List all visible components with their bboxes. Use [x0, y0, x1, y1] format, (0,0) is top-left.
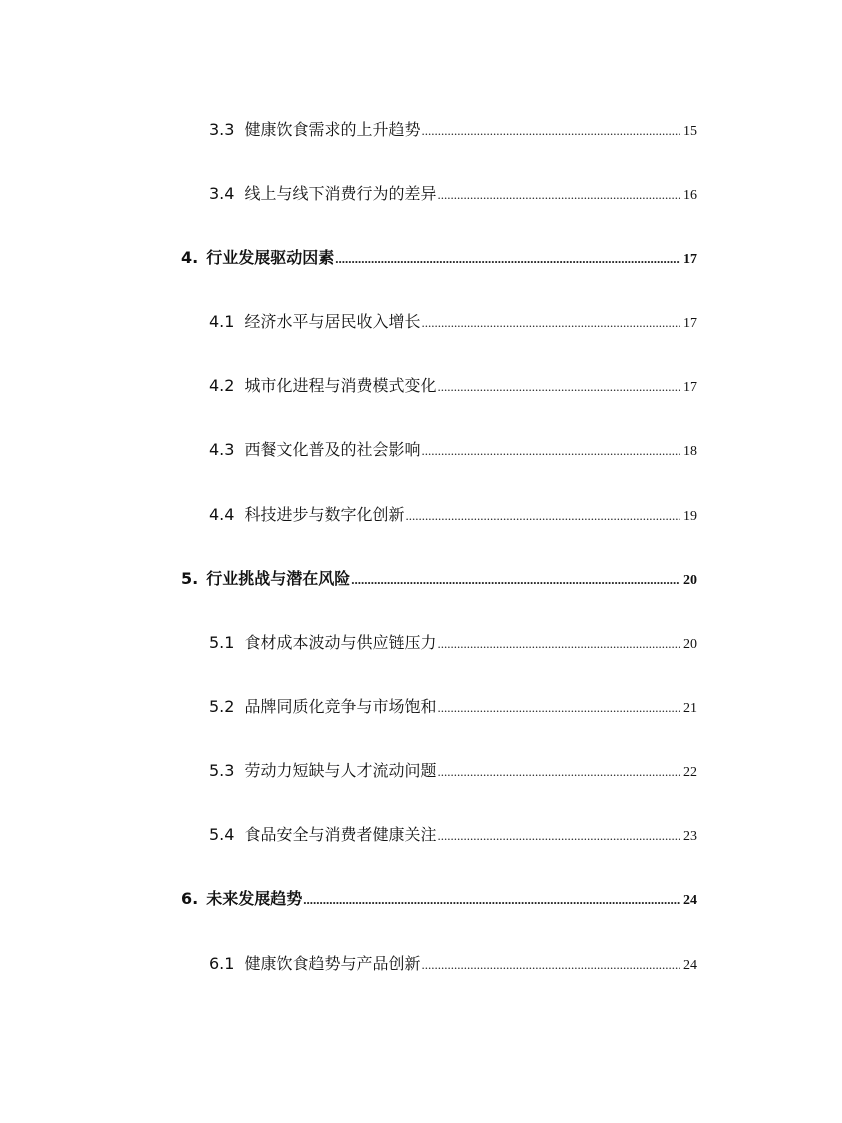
toc-dot-leader [405, 504, 680, 528]
toc-entry-page: 20 [683, 573, 697, 588]
toc-entry-3-4[interactable] [209, 182, 697, 206]
toc-entry-number: 4.4 [209, 505, 235, 524]
toc-entry-number: 6. [181, 889, 199, 908]
toc-entry-page: 19 [683, 509, 697, 524]
toc-entry-title: 劳动力短缺与人才流动问题 [244, 761, 437, 780]
toc-entry-page: 22 [683, 765, 697, 780]
toc-entry-title: 城市化进程与消费模式变化 [244, 376, 437, 395]
toc-entry-page: 21 [683, 701, 697, 716]
toc-entry-title: 食品安全与消费者健康关注 [244, 825, 437, 844]
toc-dot-leader [351, 568, 680, 592]
toc-entry-page: 17 [683, 252, 697, 267]
toc-entry-number: 6.1 [209, 954, 235, 973]
toc-entry-title: 品牌同质化竞争与市场饱和 [244, 697, 437, 716]
toc-entry-number: 3.3 [209, 120, 235, 139]
toc-dot-leader [421, 953, 680, 977]
toc-dot-leader [335, 247, 680, 271]
toc-entry-page: 17 [683, 380, 697, 395]
toc-entry-4-3[interactable] [209, 438, 697, 462]
toc-entry-number: 4.3 [209, 440, 235, 459]
toc-dot-leader [421, 439, 680, 463]
toc-entry-number: 4. [181, 248, 199, 267]
toc-entry-page: 23 [683, 829, 697, 844]
toc-dot-leader [437, 632, 680, 656]
toc-entry-title: 线上与线下消费行为的差异 [244, 184, 437, 203]
toc-entry-5-2[interactable] [209, 695, 697, 719]
toc-entry-title: 行业发展驱动因素 [206, 248, 335, 267]
toc-entry-page: 16 [683, 188, 697, 203]
toc-entry-number: 5.3 [209, 761, 235, 780]
toc-entry-title: 行业挑战与潜在风险 [206, 569, 351, 588]
toc-dot-leader [437, 760, 680, 784]
toc-entry-4-2[interactable] [209, 374, 697, 398]
toc-entry-number: 5. [181, 569, 199, 588]
toc-entry-page: 20 [683, 637, 697, 652]
toc-entry-6-1[interactable] [209, 952, 697, 976]
toc-dot-leader [437, 375, 680, 399]
toc-dot-leader [437, 824, 680, 848]
toc-entry-number: 3.4 [209, 184, 235, 203]
toc-entry-4[interactable] [181, 246, 697, 270]
toc-dot-leader [303, 888, 680, 912]
toc-entry-title: 健康饮食趋势与产品创新 [244, 954, 421, 973]
toc-dot-leader [421, 119, 680, 143]
toc-entry-title: 西餐文化普及的社会影响 [244, 440, 421, 459]
toc-entry-number: 5.4 [209, 825, 235, 844]
toc-entry-5[interactable] [181, 567, 697, 591]
toc-entry-page: 15 [683, 124, 697, 139]
toc-entry-title: 未来发展趋势 [206, 889, 303, 908]
toc-entry-3-3[interactable] [209, 118, 697, 142]
toc-entry-title: 经济水平与居民收入增长 [244, 312, 421, 331]
toc-entry-page: 17 [683, 316, 697, 331]
toc-dot-leader [437, 183, 680, 207]
toc-entry-5-4[interactable] [209, 823, 697, 847]
toc-entry-number: 5.1 [209, 633, 235, 652]
toc-entry-page: 24 [683, 893, 697, 908]
toc-dot-leader [421, 311, 680, 335]
toc-entry-4-1[interactable] [209, 310, 697, 334]
toc-dot-leader [437, 696, 680, 720]
toc-entry-6[interactable] [181, 887, 697, 911]
toc-entry-title: 食材成本波动与供应链压力 [244, 633, 437, 652]
toc-entry-page: 18 [683, 444, 697, 459]
toc-entry-number: 4.2 [209, 376, 235, 395]
toc-entry-4-4[interactable] [209, 503, 697, 527]
toc-entry-number: 5.2 [209, 697, 235, 716]
toc-entry-title: 健康饮食需求的上升趋势 [244, 120, 421, 139]
toc-entry-5-1[interactable] [209, 631, 697, 655]
toc-entry-number: 4.1 [209, 312, 235, 331]
toc-entry-page: 24 [683, 958, 697, 973]
toc-entry-5-3[interactable] [209, 759, 697, 783]
toc-entry-title: 科技进步与数字化创新 [244, 505, 405, 524]
